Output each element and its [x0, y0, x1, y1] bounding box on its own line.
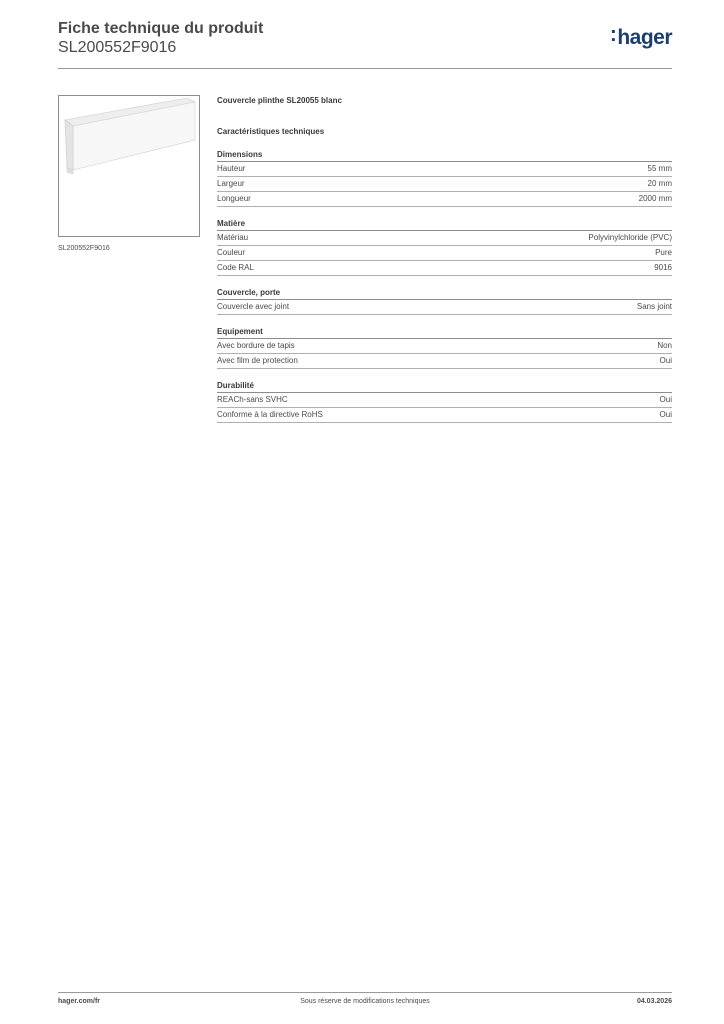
spec-label: Hauteur	[217, 164, 246, 173]
page-title: Fiche technique du produit	[58, 20, 264, 37]
spec-label: Code RAL	[217, 263, 254, 272]
spec-label: Matériau	[217, 233, 249, 242]
spec-label: Avec bordure de tapis	[217, 341, 295, 350]
spec-value: 55 mm	[647, 164, 672, 173]
spec-label: Largeur	[217, 179, 245, 188]
skirting-cover-illustration	[59, 96, 199, 236]
spec-value: Sans joint	[636, 302, 672, 311]
spec-value: 2000 mm	[638, 194, 672, 203]
spec-group-material	[217, 218, 672, 276]
spec-group-dimensions	[217, 149, 672, 207]
group-title: Couvercle, porte	[217, 287, 672, 300]
spec-row	[217, 339, 672, 354]
hager-logo	[609, 23, 672, 50]
spec-group-cover	[217, 287, 672, 315]
spec-label: REACh-sans SVHC	[217, 395, 288, 404]
group-title: Dimensions	[217, 149, 672, 162]
section-heading: Caractéristiques techniques	[217, 127, 325, 136]
spec-label: Avec film de protection	[217, 356, 298, 365]
spec-row	[217, 354, 672, 369]
spec-value: Oui	[659, 395, 672, 404]
product-image	[58, 95, 200, 237]
spec-value: Polyvinylchloride (PVC)	[588, 233, 672, 242]
spec-row	[217, 246, 672, 261]
footer-divider	[58, 992, 672, 993]
spec-label: Couvercle avec joint	[217, 302, 290, 311]
header-divider	[58, 68, 672, 69]
spec-row	[217, 300, 672, 315]
spec-label: Longueur	[217, 194, 251, 203]
spec-value: Oui	[659, 356, 672, 365]
spec-group-durability	[217, 380, 672, 423]
group-title: Equipement	[217, 326, 672, 339]
spec-group-equipment	[217, 326, 672, 369]
spec-row	[217, 393, 672, 408]
product-reference: SL200552F9016	[58, 39, 177, 56]
spec-row	[217, 162, 672, 177]
spec-value: 20 mm	[647, 179, 672, 188]
logo-text: hager	[617, 26, 672, 49]
logo-colon: :	[609, 23, 617, 46]
group-title: Durabilité	[217, 380, 672, 393]
footer-website: hager.com/fr	[58, 998, 101, 1005]
spec-row	[217, 408, 672, 423]
spec-value: Pure	[655, 248, 672, 257]
footer-notice: Sous réserve de modifications techniques	[300, 998, 430, 1005]
spec-value: 9016	[654, 263, 672, 272]
spec-section	[217, 95, 672, 423]
image-caption: SL200552F9016	[58, 245, 110, 252]
spec-label: Conforme à la directive RoHS	[217, 410, 323, 419]
spec-row	[217, 177, 672, 192]
spec-value: Non	[657, 341, 672, 350]
spec-label: Couleur	[217, 248, 246, 257]
page-header	[58, 20, 672, 70]
footer-date: 04.03.2026	[636, 998, 672, 1005]
product-name: Couvercle plinthe SL20055 blanc	[217, 96, 342, 105]
spec-value: Oui	[659, 410, 672, 419]
spec-row	[217, 261, 672, 276]
group-title: Matière	[217, 218, 672, 231]
spec-row	[217, 192, 672, 207]
spec-row	[217, 231, 672, 246]
